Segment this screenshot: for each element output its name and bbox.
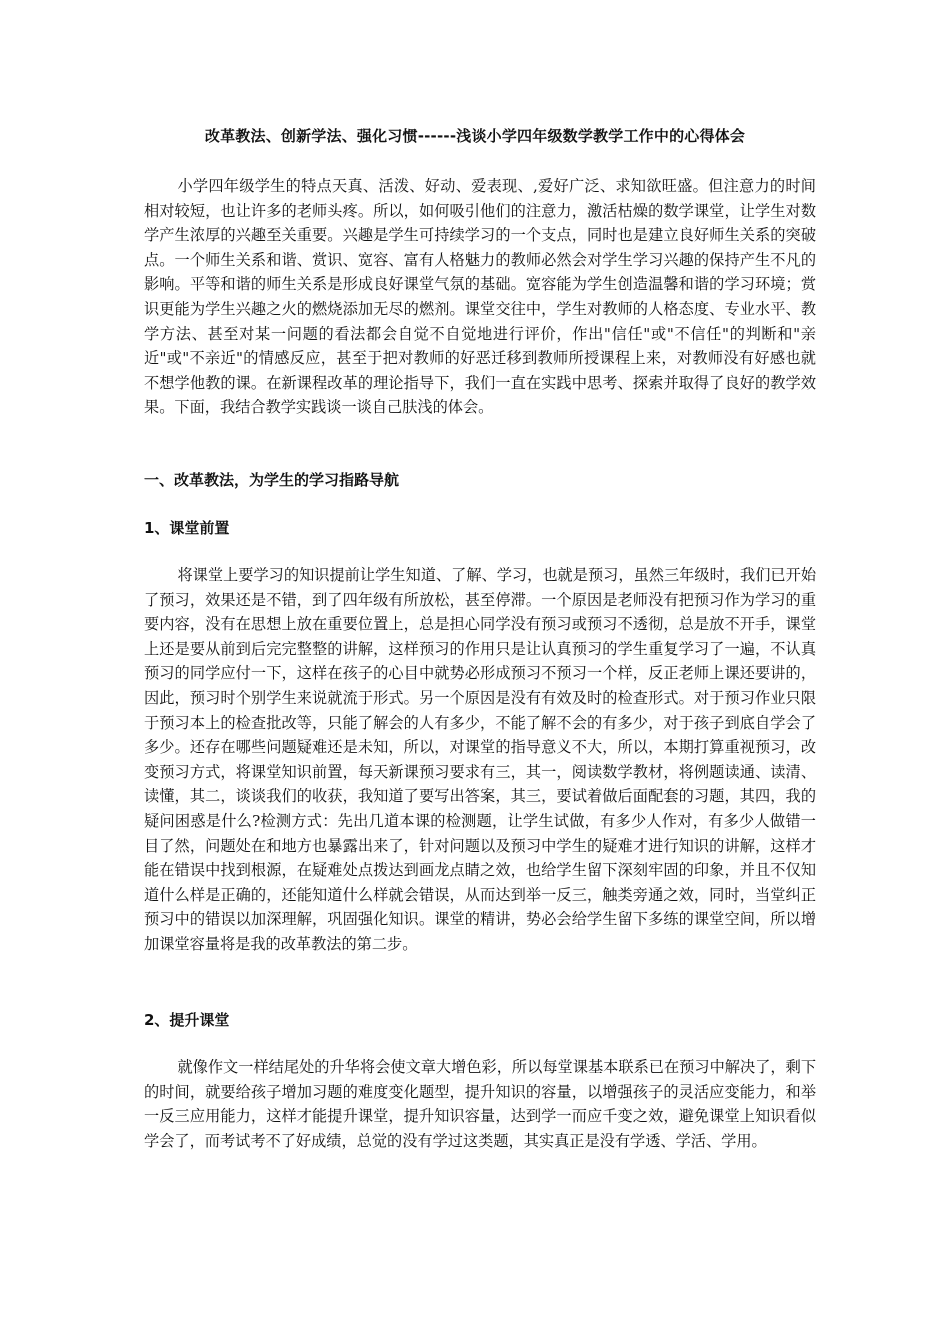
subsection-heading-elevate-classroom: 2、提升课堂: [144, 1011, 230, 1029]
subsection-heading-classroom-preview: 1、课堂前置: [144, 519, 230, 537]
intro-paragraph: 小学四年级学生的特点天真、活泼、好动、爱表现、,爱好广泛、求知欲旺盛。但注意力的时间相对较短，也让许多的老师头疼。所以，如何吸引他们的注意力，激活枯燥的数学课堂，让学生对数学产生浓厚的兴趣至关重要。兴趣是学生可持续学习的一个支点，同时也是建立良好师生关系的突破点。一个师生关系和谐、赏识、宽容、富有人格魅力的教师必然会对学生学习兴趣的保持产生不凡的影响。平等和谐的师生关系是形成良好课堂气氛的基础。宽容能为学生创造温馨和谐的学习环境；赏识更能为学生兴趣之火的燃烧添加无尽的燃剂。课堂交往中，学生对教师的人格态度、专业水平、教学方法、甚至对某一问题的看法都会自觉不自觉地进行评价，作出"信任"或"不信任"的判断和"亲近"或"不亲近"的情感反应，甚至于把对教师的好恶迁移到教师所授课程上来，对教师没有好感也就不想学他教的课。在新课程改革的理论指导下，我们一直在实践中思考、探索并取得了良好的教学效果。下面，我结合教学实践谈一谈自己肤浅的体会。: [144, 177, 816, 417]
classroom-preview-paragraph: 将课堂上要学习的知识提前让学生知道、了解、学习，也就是预习，虽然三年级时，我们已开始了预习，效果还是不错，到了四年级有所放松，甚至停滞。一个原因是老师没有把预习作为学习的重要内容，没有在思想上放在重要位置上，总是担心同学没有预习或预习不透彻，总是放不开手，课堂上还是要从前到后完完整整的讲解，这样预习的作用只是让认真预习的学生重复学习了一遍，不认真预习的同学应付一下，这样在孩子的心目中就势必形成预习不预习一个样，反正老师上课还要讲的，因此，预习时个别学生来说就流于形式。另一个原因是没有有效及时的检查形式。对于预习作业只限于预习本上的检查批改等，只能了解会的人有多少，不能了解不会的有多少，对于孩子到底自学会了多少。还存在哪些问题疑难还是未知，所以，对课堂的指导意义不大，所以，本期打算重视预习，改变预习方式，将课堂知识前置，每天新课预习要求有三，其一，阅读数学教材，将例题读通、读清、读懂，其二，谈谈我们的收获，我知道了要写出答案，其三，要试着做后面配套的习题，其四，我的疑问困惑是什么?检测方式：先出几道本课的检测题，让学生试做，有多少人作对，有多少人做错一目了然，问题处在和地方也暴露出来了，针对问题以及预习中学生的疑难才进行知识的讲解，这样才能在错误中找到根源，在疑难处点拨达到画龙点睛之效，也给学生留下深刻牢固的印象，并且不仅知道什么样是正确的，还能知道什么样就会错误，从而达到举一反三，触类旁通之效，同时，当堂纠正预习中的错误以加深理解，巩固强化知识。课堂的精讲，势必会给学生留下多练的课堂空间，所以增加课堂容量将是我的改革教法的第二步。: [144, 566, 816, 953]
section-heading-reform-teaching: 一、改革教法，为学生的学习指路导航: [144, 471, 400, 489]
elevate-classroom-paragraph: 就像作文一样结尾处的升华将会使文章大增色彩，所以每堂课基本联系已在预习中解决了，剩下的时间，就要给孩子增加习题的难度变化题型，提升知识的容量，以增强孩子的灵活应变能力，和举一反三应用能力，这样才能提升课堂，提升知识容量，达到学一而应千变之效，避免课堂上知识看似学会了，而考试考不了好成绩，总觉的没有学过这类题，其实真正是没有学透、学活、学用。: [144, 1058, 816, 1150]
document-title: 改革教法、创新学法、强化习惯------浅谈小学四年级数学教学工作中的心得体会: [204, 127, 746, 145]
